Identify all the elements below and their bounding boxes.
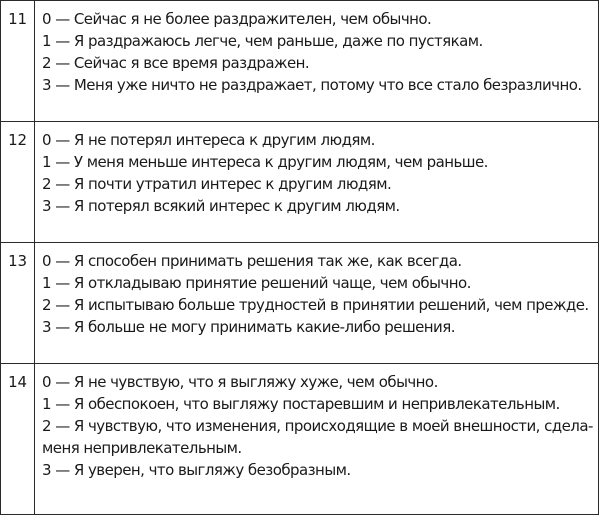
answer-option-3: 3 — Я потерял всякий интерес к другим людям. [42,197,400,215]
question-row-13 [1,243,599,364]
question-number-cell [1,1,35,122]
answer-option-0: 0 — Я не потерял интереса к другим людям. [42,131,375,149]
answer-option-1: 1 — Я обеспокоен, что выгляжу постаревшим и непривлекательным. [42,395,560,413]
answer-options-cell [35,243,599,364]
answer-option-1: 1 — Я раздражаюсь легче, чем раньше, даже по пустякам. [42,32,483,50]
answer-option-2: 2 — Я почти утратил интерес к другим людям. [42,175,392,193]
question-number: 12 [8,131,27,149]
answer-option-0: 0 — Сейчас я не более раздражителен, чем обычно. [42,10,432,28]
question-number-cell [1,243,35,364]
answer-option-1: 1 — Я откладываю принятие решений чаще, чем обычно. [42,274,471,292]
answer-option-2-continued: меня непривлекательным. [42,439,242,457]
answer-option-3: 3 — Я уверен, что выгляжу безобразным. [42,461,351,479]
answer-option-2: 2 — Я испытываю больше трудностей в принятии решений, чем прежде. [42,296,589,314]
answer-option-3: 3 — Я больше не могу принимать какие-либо решения. [42,318,455,336]
answer-option-0: 0 — Я не чувствую, что я выгляжу хуже, чем обычно. [42,373,438,391]
question-number: 11 [8,10,27,28]
answer-option-2: 2 — Я чувствую, что изменения, происходящие в моей внешности, сдела- [42,417,593,435]
answer-option-0: 0 — Я способен принимать решения так же, как всегда. [42,252,462,270]
question-number: 14 [8,373,27,391]
answer-option-1: 1 — У меня меньше интереса к другим людям, чем раньше. [42,153,488,171]
question-row-11 [1,1,599,122]
question-number-cell [1,122,35,243]
question-number: 13 [8,252,27,270]
answer-option-2: 2 — Сейчас я все время раздражен. [42,54,310,72]
answer-options-cell [35,1,599,122]
answer-options-cell [35,122,599,243]
question-number-cell [1,364,35,515]
question-row-14 [1,364,599,515]
question-row-12 [1,122,599,243]
answer-options-cell [35,364,599,515]
answer-option-3: 3 — Меня уже ничто не раздражает, потому что все стало безразлично. [42,76,582,94]
